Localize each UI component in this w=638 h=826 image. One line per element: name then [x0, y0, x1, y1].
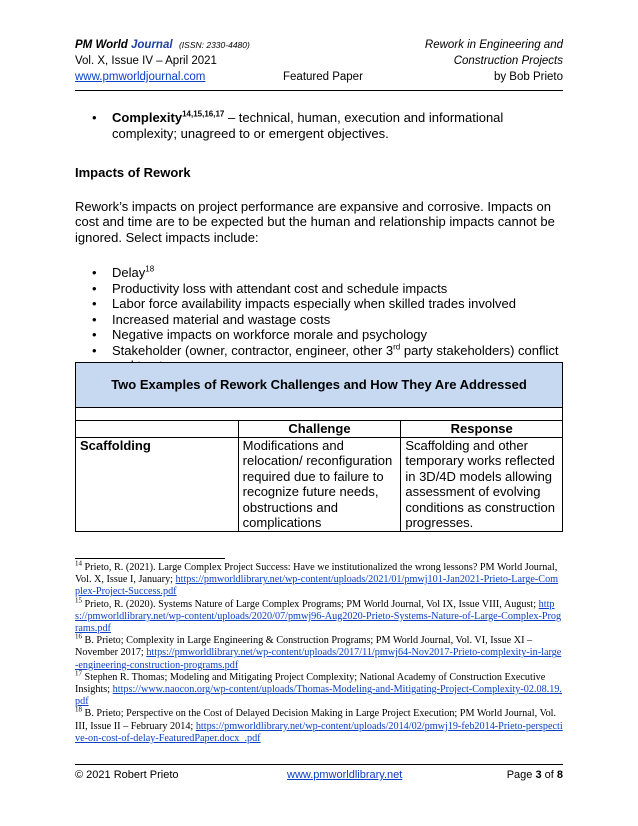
- list-item: • Stakeholder (owner, contractor, engineer, other 3rd party stakeholders) conflict: [112, 343, 563, 374]
- paper-title-line2: Construction Projects: [453, 55, 563, 67]
- table-row: [76, 437, 563, 531]
- impacts-list: [75, 265, 563, 374]
- response-cell: Scaffolding and other temporary works reflected in 3D/4D models allowing assessment of evolving conditions as construction progresses.: [401, 437, 563, 531]
- complexity-list: [75, 110, 563, 141]
- footnote-link[interactable]: https://pmworldlibrary.net/wp-content/uploads/2014/02/pmwj19-feb2014-Prieto-perspective-on-cost-of-delay-FeaturedPaper.docx_.pdf: [75, 720, 563, 744]
- footnote: $^{18}$ B. Prieto; Perspective on the Cost of Delayed Decision Making in Large Project Execution; PM World Journal, Vol. III, Issue II – February 2014; https://pmworldlibrary.net/wp-content/uploads/2014/02/pmwj19-feb2014-Prieto-perspective-on-cost-of-delay-FeaturedPaper.docx_.pdf: [75, 706, 563, 744]
- footnote-divider: [75, 558, 225, 559]
- footnote: $^{15}$ Prieto, R. (2020). Systems Nature of Large Complex Programs; PM World Journal, Vol IX, Issue VIII, August; https://pmworldlibrary.net/wp-content/uploads/2020/07/pmwj96-Aug2020-Prieto-Systems-Nature-of-Large-Complex-Programs.pdf: [75, 596, 562, 635]
- footnote: $^{16}$ B. Prieto; Complexity in Large Engineering & Construction Programs; PM World Journal, Vol. VI, Issue XI – November 2017; https://pmworldlibrary.net/wp-content/uploads/2017/11/pmwj64-Nov2017-Prieto-complexity-in-large-engineering-construction-programs.pdf: [75, 632, 562, 671]
- section-label: Featured Paper: [283, 71, 363, 83]
- paper-title-line1: Rework in Engineering and: [424, 39, 563, 51]
- footer-divider: [75, 764, 563, 765]
- header-divider: [75, 90, 563, 91]
- list-item: • Negative impacts on workforce morale and psychology: [112, 327, 563, 343]
- challenge-cell: Modifications and relocation/ reconfiguration required due to failure to recognize future needs, obstructions and complications: [238, 437, 401, 531]
- list-item: • Complexity$^{14,15,16,17}$ – technical, human, execution and informational complexity; unagreed to or emergent objectives.: [112, 110, 563, 141]
- list-item: • Delay$^{18}$: [112, 265, 563, 281]
- main-content: [75, 110, 563, 374]
- footnote-link[interactable]: https://pmworldlibrary.net/wp-content/uploads/2020/07/pmwj96-Aug2020-Prieto-Systems-Nature-of-Large-Complex-Programs.pdf: [75, 598, 562, 635]
- table-header-cell: [76, 421, 239, 438]
- page-header: [75, 38, 563, 86]
- impacts-intro: Rework’s impacts on project performance are expansive and corrosive. Impacts on cost and time are to be expected but the human and relationship impacts cannot be ignored. Select impacts include:: [75, 198, 555, 245]
- journal-website-link[interactable]: www.pmworldjournal.com: [75, 71, 206, 83]
- table-header-row: [76, 421, 563, 438]
- rework-examples-table: [75, 362, 563, 532]
- author-byline: by Bob Prieto: [493, 71, 563, 83]
- section-heading: Impacts of Rework: [75, 165, 191, 180]
- row-label: Scaffolding: [76, 437, 239, 531]
- footnote-link[interactable]: https://pmworldlibrary.net/wp-content/uploads/2017/11/pmwj64-Nov2017-Prieto-complexity-in-large-engineering-construction-programs.pdf: [75, 647, 562, 671]
- page-number: Page 3 of 8: [506, 769, 563, 781]
- list-item: • Productivity loss with attendant cost and schedule impacts: [112, 281, 563, 297]
- list-item: • Increased material and wastage costs: [112, 312, 563, 328]
- footnotes: [75, 559, 563, 745]
- copyright: © 2021 Robert Prieto: [75, 769, 179, 781]
- page-footer: [75, 769, 563, 783]
- list-item: • Labor force availability impacts especially when skilled trades involved: [112, 296, 563, 312]
- journal-name: PM World Journal (ISSN: 2330-4480): [75, 39, 250, 51]
- footnote-link[interactable]: https://www.naocon.org/wp-content/uploads/Thomas-Modeling-and-Mitigating-Project-Complexity-02.08.19.pdf: [75, 684, 562, 708]
- issn: (ISSN: 2330-4480): [178, 40, 250, 50]
- library-website-link[interactable]: www.pmworldlibrary.net: [287, 769, 403, 781]
- footnote: $^{14}$ Prieto, R. (2021). Large Complex Project Success: Have we institutionalized the wrong lessons? PM World Journal, Vol. X, Issue I, January; https://pmworldlibrary.net/wp-content/uploads/2021/01/pmwj101-Jan2021-Prieto-Large-Complex-Project-Success.pdf: [75, 559, 559, 598]
- footnote: $^{17}$ Stephen R. Thomas; Modeling and Mitigating Project Complexity; National Academy of Construction Executive Insights; https://www.naocon.org/wp-content/uploads/Thomas-Modeling-and-Mitigating-Project-Complexity-02.08.19.pdf: [75, 669, 562, 708]
- column-header-challenge: Challenge: [238, 421, 401, 438]
- volume-issue: Vol. X, Issue IV – April 2021: [75, 55, 217, 67]
- table-spacer-row: [76, 408, 563, 421]
- column-header-response: Response: [401, 421, 563, 438]
- table-caption: Two Examples of Rework Challenges and How They Are Addressed: [76, 363, 563, 408]
- footnote-link[interactable]: https://pmworldlibrary.net/wp-content/uploads/2021/01/pmwj101-Jan2021-Prieto-Large-Complex-Project-Success.pdf: [75, 574, 559, 598]
